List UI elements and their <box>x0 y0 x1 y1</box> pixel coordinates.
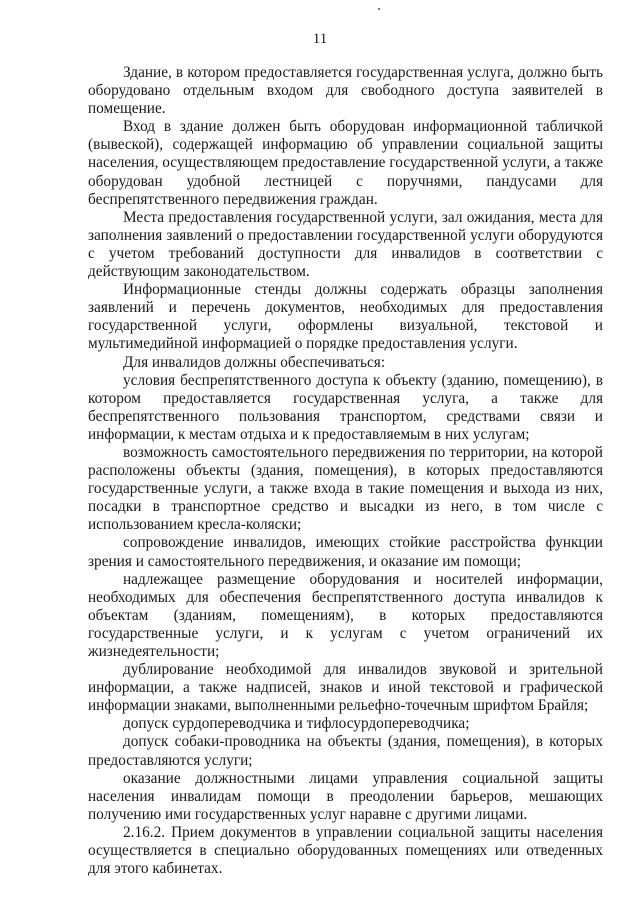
scan-speck <box>378 8 380 10</box>
paragraph: допуск собаки-проводника на объекты (здания, помещения), в которых предоставляются услуги; <box>88 733 603 769</box>
paragraph: допуск сурдопереводчика и тифлосурдопереводчика; <box>123 715 470 733</box>
body-text <box>88 64 603 878</box>
page-number: 11 <box>312 31 328 47</box>
paragraph: Вход в здание должен быть оборудован информационной табличкой (вывеской), содержащей информацию об управлении социальной защиты населения, осуществляющем предоставление государственной услуги, а также оборудован удобной лестницей с поручнями, пандусами для беспрепятственного передвижения граждан. <box>88 118 603 208</box>
paragraph: 2.16.2. Прием документов в управлении социальной защиты населения осуществляется в специально оборудованных помещениях или отведенных для этого кабинетах. <box>88 823 603 878</box>
paragraph: Информационные стенды должны содержать образцы заполнения заявлений и перечень документов, необходимых для предоставления государственной услуги, оформлены визуальной, текстовой и мультимедийной информацией о порядке предоставления услуги. <box>88 281 603 353</box>
paragraph: надлежащее размещение оборудования и носителей информации, необходимых для обеспечения беспрепятственного доступа инвалидов к объектам (зданиям, помещениям), в которых предоставляются государственные услуги, и к услугам с учетом ограничений их жизнедеятельности; <box>88 570 603 660</box>
paragraph: Здание, в котором предоставляется государственная услуга, должно быть оборудовано отдельным входом для свободного доступа заявителей в помещение. <box>88 64 603 118</box>
paragraph: дублирование необходимой для инвалидов звуковой и зрительной информации, а также надписей, знаков и иной текстовой и графической информации знаками, выполненными рельефно-точечным шрифтом Брайля; <box>88 661 603 715</box>
paragraph: Для инвалидов должны обеспечиваться: <box>123 353 386 371</box>
paragraph: условия беспрепятственного доступа к объекту (зданию, помещению), в котором предоставляется государственная услуга, а также для беспрепятственного пользования транспортом, средствами связи и информации, к местам отдыха и к предоставляемым в них услугам; <box>88 371 603 443</box>
paragraph: Места предоставления государственной услуги, зал ожидания, места для заполнения заявлений о предоставлении государственной услуги оборудуются с учетом требований доступности для инвалидов в соответствии с действующим законодательством. <box>88 208 603 281</box>
paragraph: сопровождение инвалидов, имеющих стойкие расстройства функции зрения и самостоятельного передвижения, и оказание им помощи; <box>88 534 603 570</box>
paragraph: возможность самостоятельного передвижения по территории, на которой расположены объекты (здания, помещения), в которых предоставляются государственные услуги, а также входа в такие помещения и выхода из них, посадки в транспортное средство и высадки из него, в том числе с использованием кресла-коляски; <box>88 443 603 534</box>
paragraph: оказание должностными лицами управления социальной защиты населения инвалидам помощи в преодолении барьеров, мешающих получению ими государственных услуг наравне с другими лицами. <box>88 769 603 823</box>
